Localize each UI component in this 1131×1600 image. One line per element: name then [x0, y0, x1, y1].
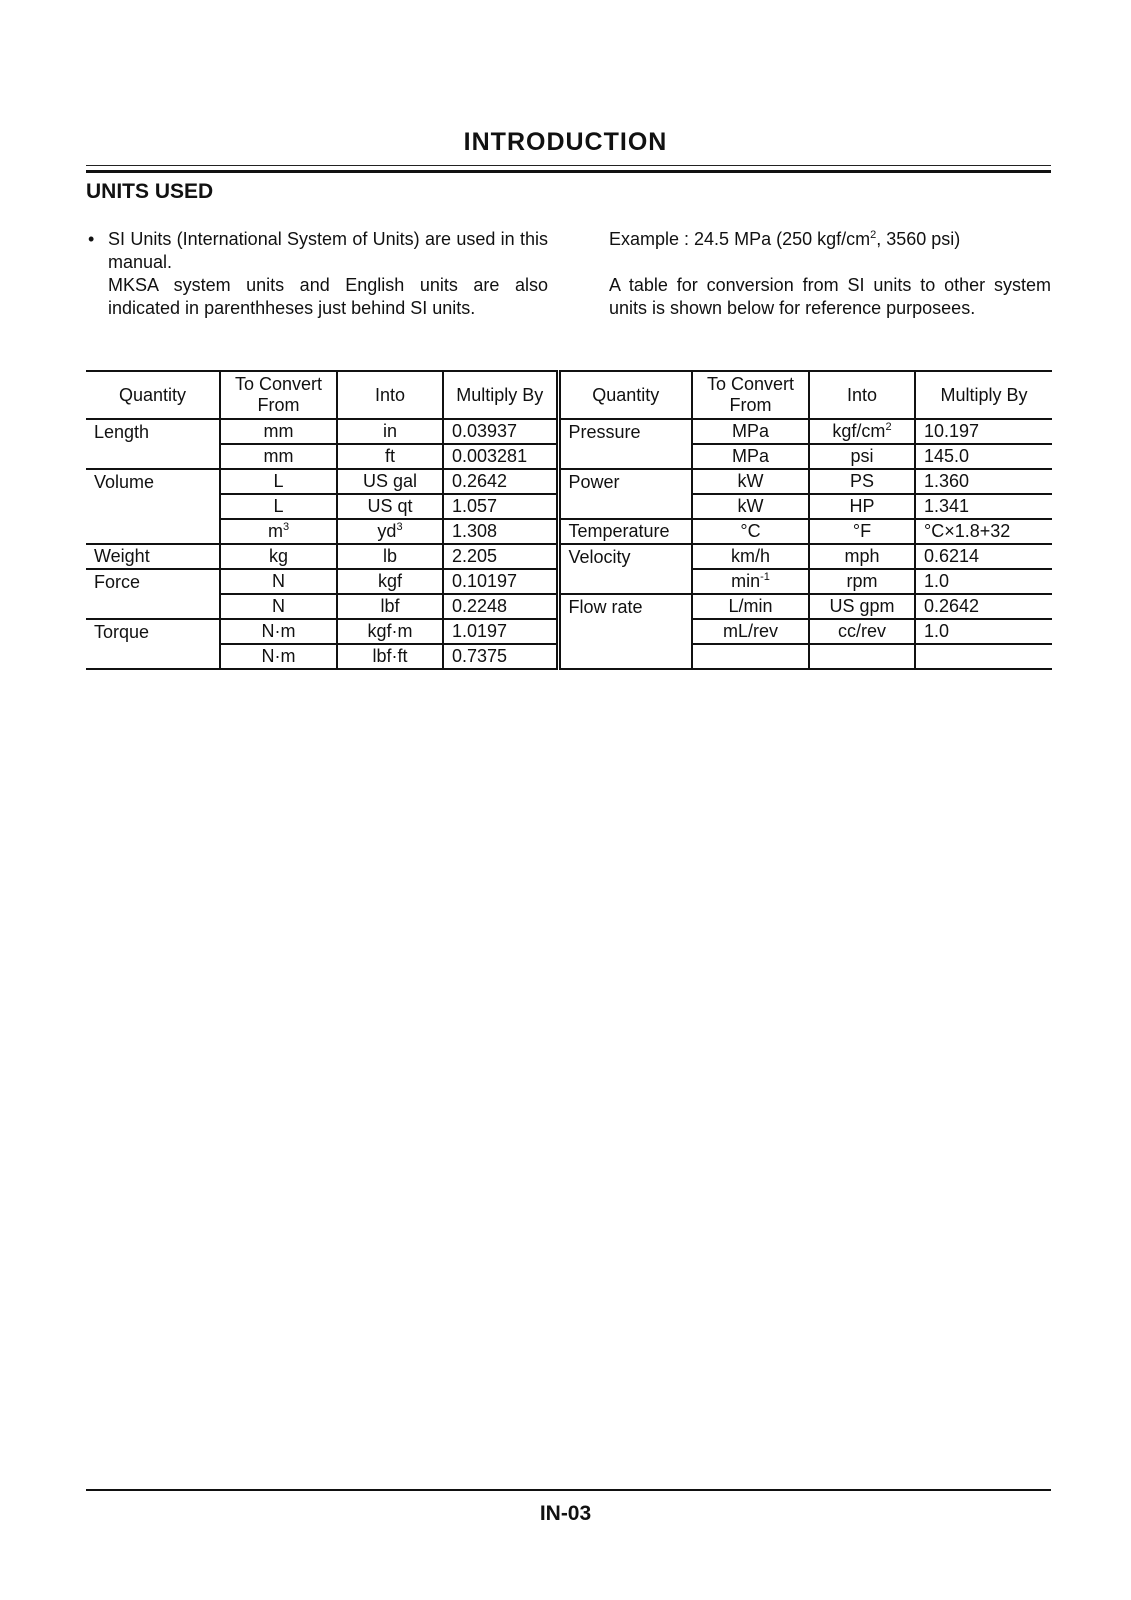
- quantity-cell: [86, 494, 220, 519]
- convert-from-cell: L: [220, 469, 337, 494]
- intro-bullet-item: [88, 228, 548, 320]
- quantity-cell: Temperature: [558, 519, 692, 544]
- into-cell: US gpm: [809, 594, 915, 619]
- header-multiply-by: Multiply By: [443, 371, 558, 419]
- header-into: Into: [337, 371, 443, 419]
- title-rule-thin: [86, 165, 1051, 166]
- multiply-by-cell: 145.0: [915, 444, 1052, 469]
- convert-from-cell: kg: [220, 544, 337, 569]
- table-row: [86, 444, 1052, 469]
- table-header-row: [86, 371, 1052, 419]
- header-quantity: Quantity: [558, 371, 692, 419]
- into-cell: in: [337, 419, 443, 444]
- multiply-by-cell: 2.205: [443, 544, 558, 569]
- quantity-cell: Velocity: [558, 544, 692, 569]
- multiply-by-cell: 1.360: [915, 469, 1052, 494]
- multiply-by-cell: [915, 644, 1052, 669]
- header-multiply-by: Multiply By: [915, 371, 1052, 419]
- convert-from-cell: °C: [692, 519, 809, 544]
- bullet-icon: •: [88, 229, 95, 249]
- page-title: INTRODUCTION: [463, 128, 668, 156]
- si-units-text: SI Units (International System of Units) are used in this manual.: [108, 229, 548, 272]
- convert-from-cell: km/h: [692, 544, 809, 569]
- table-row: [86, 519, 1052, 544]
- multiply-by-cell: 0.03937: [443, 419, 558, 444]
- quantity-cell: [558, 619, 692, 644]
- multiply-by-cell: 0.2642: [443, 469, 558, 494]
- quantity-cell: [558, 444, 692, 469]
- into-cell: mph: [809, 544, 915, 569]
- multiply-by-cell: 0.003281: [443, 444, 558, 469]
- into-cell: ft: [337, 444, 443, 469]
- quantity-cell: Torque: [94, 621, 150, 642]
- convert-from-cell: mm: [220, 444, 337, 469]
- mksa-units-text: MKSA system units and English units are also indicated in parenthheses just behind SI units.: [108, 275, 548, 318]
- quantity-cell: Weight: [86, 544, 220, 569]
- multiply-by-cell: 0.6214: [915, 544, 1052, 569]
- convert-from-cell: N: [220, 594, 337, 619]
- table-row: [86, 644, 1052, 669]
- multiply-by-cell: 0.2642: [915, 594, 1052, 619]
- convert-from-cell: L: [220, 494, 337, 519]
- quantity-cell: [558, 494, 692, 519]
- into-cell: rpm: [809, 569, 915, 594]
- convert-from-cell: mL/rev: [692, 619, 809, 644]
- quantity-cell: Volume: [94, 471, 155, 492]
- multiply-by-cell: 1.0197: [443, 619, 558, 644]
- quantity-cell: [86, 444, 220, 469]
- convert-from-cell: $m^3$: [220, 519, 337, 544]
- table-row: [86, 494, 1052, 519]
- convert-from-cell: L/min: [692, 594, 809, 619]
- into-cell: HP: [809, 494, 915, 519]
- intro-left-column: [88, 228, 548, 320]
- convert-from-cell: [692, 644, 809, 669]
- convert-from-cell: mm: [220, 419, 337, 444]
- quantity-cell: Flow rate: [558, 594, 692, 619]
- into-cell: $yd^3$: [337, 519, 443, 544]
- header-into: Into: [809, 371, 915, 419]
- into-cell: PS: [809, 469, 915, 494]
- multiply-by-cell: 1.0: [915, 569, 1052, 594]
- quantity-cell: [86, 644, 220, 669]
- into-cell: lbf: [337, 594, 443, 619]
- table-row: [86, 544, 1052, 569]
- convert-from-cell: MPa: [692, 419, 809, 444]
- convert-from-cell: N·m: [220, 619, 337, 644]
- header-convert-from: To Convert From: [692, 371, 809, 419]
- multiply-by-cell: 0.2248: [443, 594, 558, 619]
- quantity-cell: [86, 594, 220, 619]
- example-text: Example : 24.5 MPa (250 kgf/$cm^2$, 3560 psi): [609, 229, 961, 249]
- section-title: UNITS USED: [86, 180, 214, 203]
- into-cell: US gal: [337, 469, 443, 494]
- multiply-by-cell: 1.057: [443, 494, 558, 519]
- title-rule-thick: [86, 170, 1051, 173]
- multiply-by-cell: °C×1.8+32: [915, 519, 1052, 544]
- header-quantity: Quantity: [86, 371, 220, 419]
- table-note-text: A table for conversion from SI units to other system units is shown below for reference purposees.: [609, 275, 1051, 318]
- convert-from-cell: N: [220, 569, 337, 594]
- multiply-by-cell: 0.7375: [443, 644, 558, 669]
- quantity-cell: [86, 519, 220, 544]
- conversion-table: [86, 370, 1052, 670]
- into-cell: °F: [809, 519, 915, 544]
- into-cell: US qt: [337, 494, 443, 519]
- table-row: [86, 619, 1052, 644]
- convert-from-cell: MPa: [692, 444, 809, 469]
- table-row: [86, 469, 1052, 494]
- into-cell: kgf: [337, 569, 443, 594]
- multiply-by-cell: 0.10197: [443, 569, 558, 594]
- multiply-by-cell: 10.197: [915, 419, 1052, 444]
- multiply-by-cell: 1.341: [915, 494, 1052, 519]
- footer-rule: [86, 1489, 1051, 1491]
- quantity-cell: Length: [94, 421, 150, 442]
- convert-from-cell: N·m: [220, 644, 337, 669]
- intro-right-column: [609, 228, 1051, 320]
- quantity-cell: [558, 569, 692, 594]
- quantity-cell: Pressure: [558, 419, 692, 444]
- quantity-cell: Power: [558, 469, 692, 494]
- multiply-by-cell: 1.0: [915, 619, 1052, 644]
- into-cell: [809, 644, 915, 669]
- table-row: [86, 569, 1052, 594]
- table-row: [86, 419, 1052, 444]
- table-row: [86, 594, 1052, 619]
- quantity-cell: [558, 644, 692, 669]
- convert-from-cell: kW: [692, 469, 809, 494]
- into-cell: kgf·m: [337, 619, 443, 644]
- convert-from-cell: kW: [692, 494, 809, 519]
- header-convert-from: To Convert From: [220, 371, 337, 419]
- into-cell: kgf/$cm^2$: [809, 419, 915, 444]
- multiply-by-cell: 1.308: [443, 519, 558, 544]
- into-cell: cc/rev: [809, 619, 915, 644]
- page-number: IN-03: [539, 1502, 592, 1525]
- convert-from-cell: $\min^{-1}$: [692, 569, 809, 594]
- into-cell: psi: [809, 444, 915, 469]
- quantity-cell: Force: [94, 571, 141, 592]
- into-cell: lb: [337, 544, 443, 569]
- into-cell: lbf·ft: [337, 644, 443, 669]
